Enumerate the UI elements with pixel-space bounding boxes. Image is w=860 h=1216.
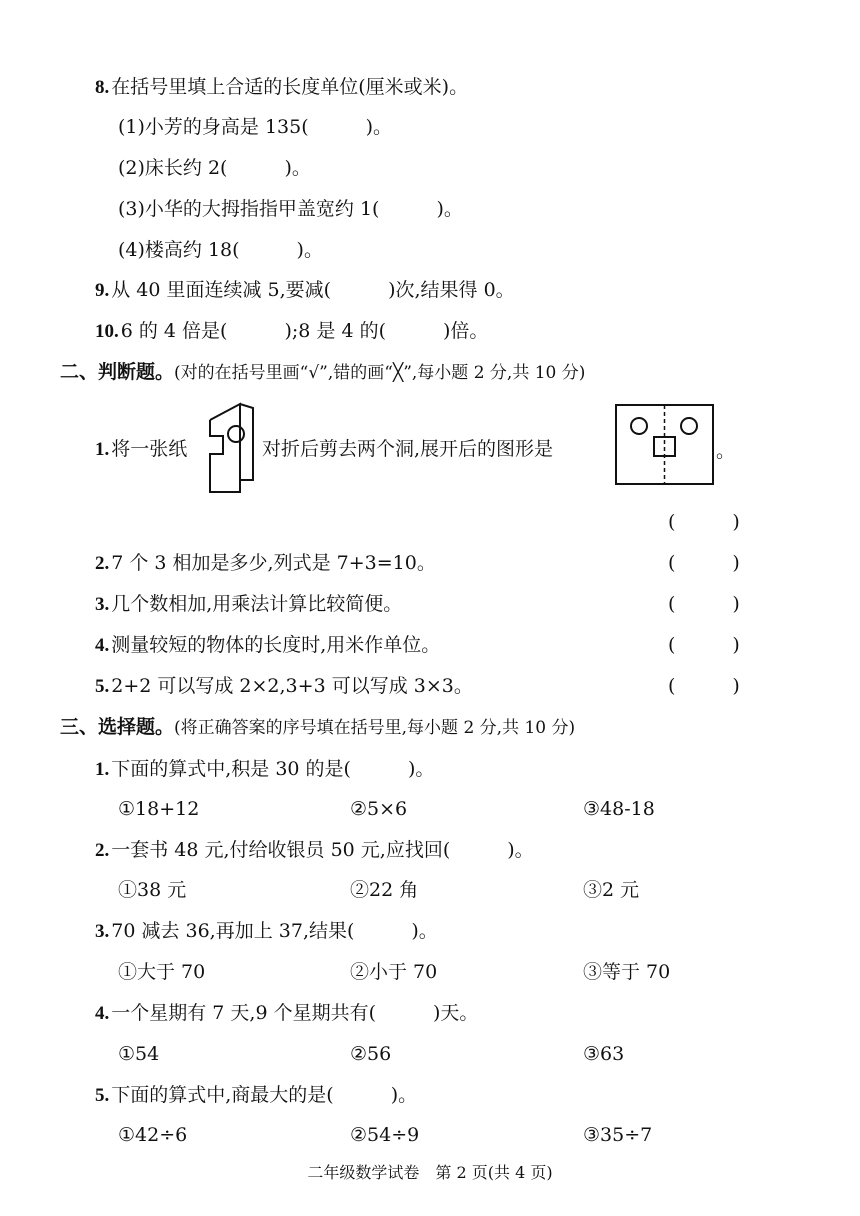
judge-q1-text-b: 对折后剪去两个洞,展开后的图形是 [262,438,554,460]
choice-q5-option-3[interactable]: ③35÷7 [583,1124,653,1146]
choice-q1-number: 1. [95,759,110,780]
choice-q5-number: 5. [95,1085,110,1106]
judge-q4-answer-paren[interactable]: ( ) [668,634,740,656]
choice-q2-option-1[interactable]: ①38 元 [118,879,187,901]
judge-q4-text: 测量较短的物体的长度时,用米作单位。 [111,634,441,656]
judge-q2 [95,550,436,577]
q8-number: 8. [95,77,110,98]
folded-paper-figure [205,400,260,495]
judge-q3-number: 3. [95,594,110,615]
judge-q2-answer-paren[interactable]: ( ) [668,552,740,574]
judge-q3-text: 几个数相加,用乘法计算比较简便。 [111,593,403,615]
judge-q4 [95,632,440,659]
choice-q1-text: 下面的算式中,积是 30 的是( )。 [111,758,435,780]
choice-q4-option-1[interactable]: ①54 [118,1043,160,1065]
judge-q1-text-a: 将一张纸 [111,438,188,460]
choice-q4-text: 一个星期有 7 天,9 个星期共有( )天。 [111,1002,479,1024]
choice-q1-option-3[interactable]: ③48-18 [583,798,655,820]
choice-q3-text: 70 减去 36,再加上 37,结果( )。 [111,920,438,942]
choice-q2-text: 一套书 48 元,付给收银员 50 元,应找回( )。 [111,839,534,861]
q10-text: 6 的 4 倍是( );8 是 4 的( )倍。 [120,320,489,342]
judge-q3 [95,591,402,618]
choice-q2-option-3[interactable]: ③2 元 [583,879,640,901]
choice-q3-option-3[interactable]: ③等于 70 [583,961,671,983]
choice-q5-option-2[interactable]: ②54÷9 [350,1124,420,1146]
judge-q1-text-c: 。 [716,440,736,462]
q8-item-2: (2)床长约 2( )。 [118,157,311,179]
section2-title: 二、判断题。 [60,361,175,383]
choice-q3-option-1[interactable]: ①大于 70 [118,961,206,983]
q10-number: 10. [95,321,119,342]
choice-q2 [95,837,534,864]
choice-q4-number: 4. [95,1003,110,1024]
q8-item-3: (3)小华的大拇指指甲盖宽约 1( )。 [118,198,463,220]
q10 [95,318,488,345]
judge-q4-number: 4. [95,635,110,656]
choice-q5 [95,1082,417,1109]
q8-item-1: (1)小芳的身高是 135( )。 [118,116,393,138]
judge-q2-number: 2. [95,553,110,574]
choice-q3-number: 3. [95,921,110,942]
judge-q1-part-a [95,436,187,463]
judge-q2-text: 7 个 3 相加是多少,列式是 7+3=10。 [111,552,436,574]
judge-q5-number: 5. [95,676,110,697]
q9-text: 从 40 里面连续减 5,要减( )次,结果得 0。 [111,279,515,301]
judge-q5-answer-paren[interactable]: ( ) [668,675,740,697]
choice-q2-number: 2. [95,840,110,861]
section3-note: (将正确答案的序号填在括号里,每小题 2 分,共 10 分) [174,718,576,738]
section3-heading [60,714,575,741]
q9-number: 9. [95,280,110,301]
section2-heading [60,359,585,386]
choice-q1 [95,756,434,783]
choice-q1-option-2[interactable]: ②5×6 [350,798,408,820]
judge-q1-number: 1. [95,439,110,460]
page-footer: 二年级数学试卷 第 2 页(共 4 页) [307,1163,553,1182]
unfolded-paper-figure [615,404,715,486]
judge-q5 [95,673,473,700]
choice-q5-option-1[interactable]: ①42÷6 [118,1124,188,1146]
choice-q3-option-2[interactable]: ②小于 70 [350,961,438,983]
judge-q3-answer-paren[interactable]: ( ) [668,593,740,615]
judge-q1-answer-paren[interactable]: ( ) [668,511,740,533]
choice-q1-option-1[interactable]: ①18+12 [118,798,200,820]
q8-text: 在括号里填上合适的长度单位(厘米或米)。 [111,76,469,98]
choice-q2-option-2[interactable]: ②22 角 [350,879,419,901]
choice-q3 [95,918,438,945]
q9 [95,277,515,304]
choice-q4-option-2[interactable]: ②56 [350,1043,392,1065]
choice-q4 [95,1000,478,1027]
judge-q5-text: 2+2 可以写成 2×2,3+3 可以写成 3×3。 [111,675,473,697]
q8-item-4: (4)楼高约 18( )。 [118,239,323,261]
q8-title [95,74,468,101]
choice-q4-option-3[interactable]: ③63 [583,1043,625,1065]
section2-note: (对的在括号里画“√”,错的画“╳”,每小题 2 分,共 10 分) [174,363,586,383]
section3-title: 三、选择题。 [60,716,175,738]
choice-q5-text: 下面的算式中,商最大的是( )。 [111,1084,418,1106]
